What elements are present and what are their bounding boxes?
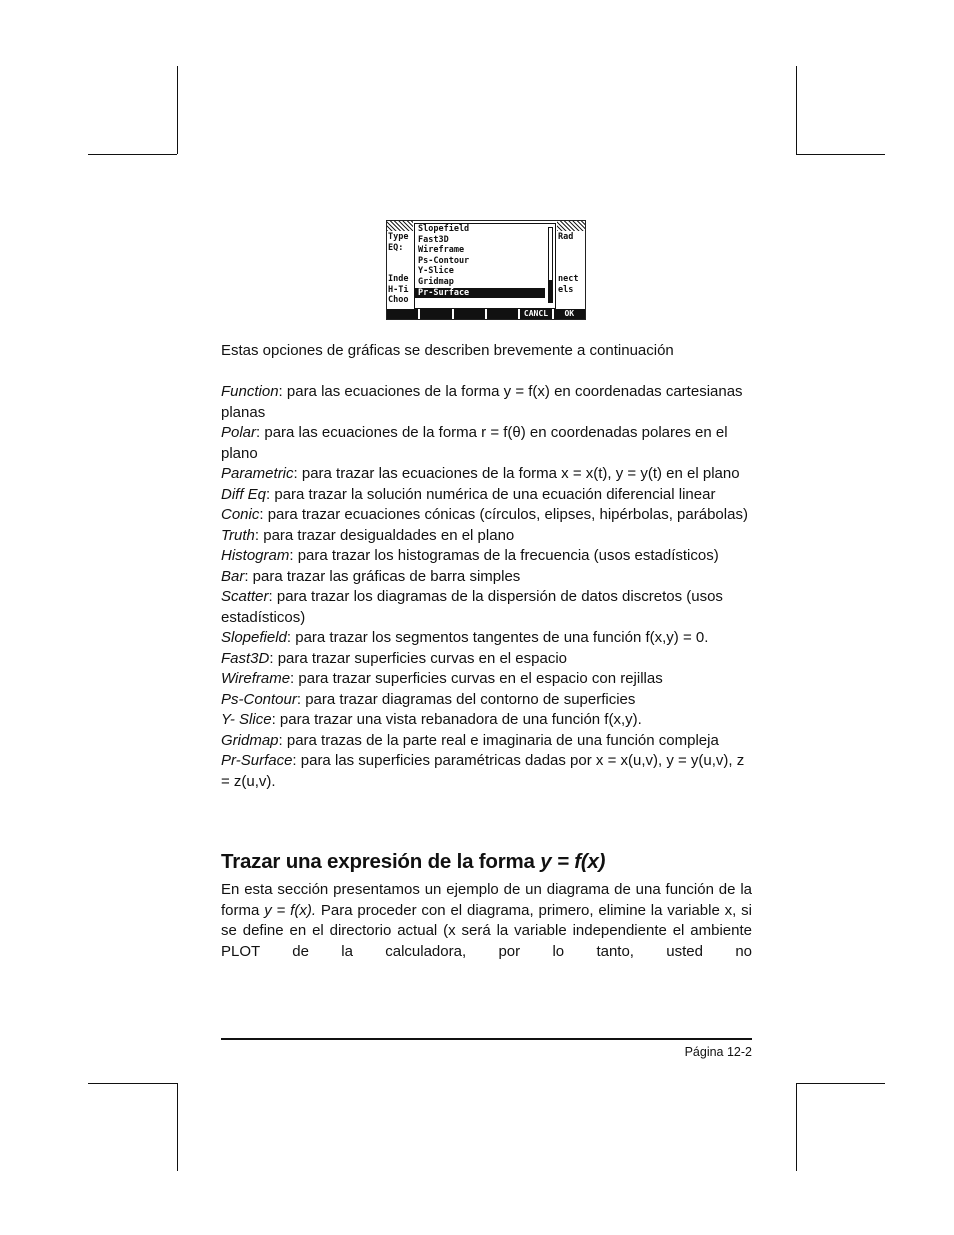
calc-right-line [558,295,584,306]
definition-text: : para trazar diagramas del contorno de superficies [296,690,636,708]
menu-item-ps-contour[interactable]: Ps-Contour [418,255,470,266]
definition-term: Function [221,383,279,400]
calc-left-line: EQ: [388,242,404,253]
definition-list [221,382,752,792]
definition-item [221,382,752,423]
definition-term: Pr-Surface [221,752,293,769]
definition-term: Fast3D [221,649,270,667]
definition-item [221,690,752,711]
crop-mark [88,1083,177,1084]
definition-text: : para las ecuaciones de la forma r = f(θ) en coordenadas polares en el plano [221,424,728,462]
calc-right-line: els [558,284,574,295]
definition-item [221,464,752,485]
menu-item-y-slice[interactable]: Y-Slice [418,266,454,277]
calc-right-line: Rad [558,232,574,242]
definition-item [221,587,752,628]
definition-text: : para trazar una vista rebanadora de una función f(x,y). [271,711,642,728]
definition-text: : para trazar desigualdades en el plano [254,526,515,544]
definition-term: Diff Eq [221,485,267,503]
plot-type-menu[interactable] [414,223,556,309]
definition-item [221,505,752,526]
body-text-1: En esta sección presentamos un ejemplo de un diagrama de una función de la forma [221,881,752,919]
calculator-right-labels [558,232,584,306]
menu-item-wireframe[interactable]: Wireframe [418,245,465,256]
softkey-1[interactable] [387,309,420,319]
definition-text: : para trazar las ecuaciones de la forma x = x(t), y = y(t) en el plano [293,465,740,482]
definition-item [221,731,752,752]
definition-item [221,485,752,506]
definition-text: : para trazar superficies curvas en el espacio [269,649,568,667]
definition-term: Truth [221,526,255,544]
calc-left-line: Type [388,232,409,242]
softkey-2[interactable] [420,309,453,319]
crop-mark [177,1083,178,1171]
definition-text: : para las ecuaciones de la forma y = f(x) en coordenadas cartesianas planas [221,383,743,421]
definition-text: : para trazar los histogramas de la frecuencia (usos estadísticos) [289,547,719,564]
calc-left-line: Choo [388,295,409,305]
menu-scrollbar[interactable] [548,227,553,303]
crop-mark [88,154,177,155]
section-heading [221,849,752,875]
definition-text: : para trazar los diagramas de la dispersión de datos discretos (usos estadísticos) [221,588,723,626]
calculator-left-labels [388,232,414,306]
calc-left-line: Inde [388,274,409,284]
definition-item [221,710,752,731]
definition-text: : para trazar los segmentos tangentes de una función f(x,y) = 0. [286,629,709,646]
heading-math: y = f(x) [540,850,606,873]
cancel-softkey[interactable]: CANCL [520,309,553,319]
definition-term: Gridmap [221,731,279,749]
calc-right-line: nect [558,274,579,284]
softkey-bar [387,309,585,319]
intro-paragraph: Estas opciones de gráficas se describen brevemente a continuación [221,342,674,359]
crop-mark [796,66,797,154]
calc-left-line [388,264,414,275]
definition-item [221,423,752,464]
softkey-4[interactable] [487,309,520,319]
definition-term: Histogram [221,547,290,564]
calc-right-line [558,243,584,254]
menu-item-slopefield[interactable]: Slopefield [418,224,470,234]
definition-term: Scatter [221,588,269,605]
definition-item [221,669,752,690]
definition-item [221,567,752,588]
body-math: y = f(x). [264,901,316,919]
crop-mark [796,154,885,155]
definition-term: Slopefield [221,629,287,646]
definition-term: Ps-Contour [221,690,297,708]
menu-item-fast3d[interactable]: Fast3D [418,234,449,245]
crop-mark [177,66,178,154]
definition-text: : para trazar ecuaciones cónicas (círculos, elipses, hipérbolas, parábolas) [259,506,748,523]
calc-left-line: H-Ti [388,284,409,295]
hatch-pattern [557,221,585,231]
definition-text: : para trazar las gráficas de barra simples [244,567,521,585]
definition-item [221,526,752,547]
calc-right-line [558,264,584,275]
body-paragraph [221,880,752,962]
definition-term: Polar [221,424,257,441]
calc-left-line [388,253,414,264]
heading-text: Trazar una expresión de la forma [221,850,541,873]
definition-term: Bar [221,567,245,585]
body-text-2: Para proceder con el diagrama, primero, elimine la variable x, si se define en el directorio actual (x será la variable independiente el ambiente PLOT de la calculadora, por lo tanto, usted no [221,901,753,960]
menu-item-pr-surface[interactable]: Pr-Surface [415,288,545,299]
ok-softkey[interactable]: OK [564,309,575,318]
softkey-3[interactable] [454,309,487,319]
definition-term: Y- Slice [221,711,272,728]
definition-text: : para trazar superficies curvas en el espacio con rejillas [290,670,663,687]
scrollbar-thumb[interactable] [549,280,552,302]
definition-item [221,751,752,792]
definition-text: : para las superficies paramétricas dadas por x = x(u,v), y = y(u,v), z = z(u,v). [221,752,745,790]
definition-item [221,546,752,567]
definition-term: Wireframe [221,670,291,687]
menu-item-gridmap[interactable]: Gridmap [418,276,454,287]
crop-mark [796,1083,797,1171]
page-number: Página 12-2 [684,1045,752,1059]
calc-right-line [558,253,584,264]
definition-item [221,649,752,670]
hatch-pattern [387,221,413,231]
definition-term: Parametric [221,465,294,482]
definition-term: Conic [221,506,260,523]
footer-rule [221,1038,752,1040]
definition-item [221,628,752,649]
definition-text: : para trazar la solución numérica de una ecuación diferencial linear [266,485,716,503]
crop-mark [796,1083,885,1084]
definition-text: : para trazas de la parte real e imaginaria de una función compleja [278,731,719,749]
calculator-screen [386,220,586,320]
